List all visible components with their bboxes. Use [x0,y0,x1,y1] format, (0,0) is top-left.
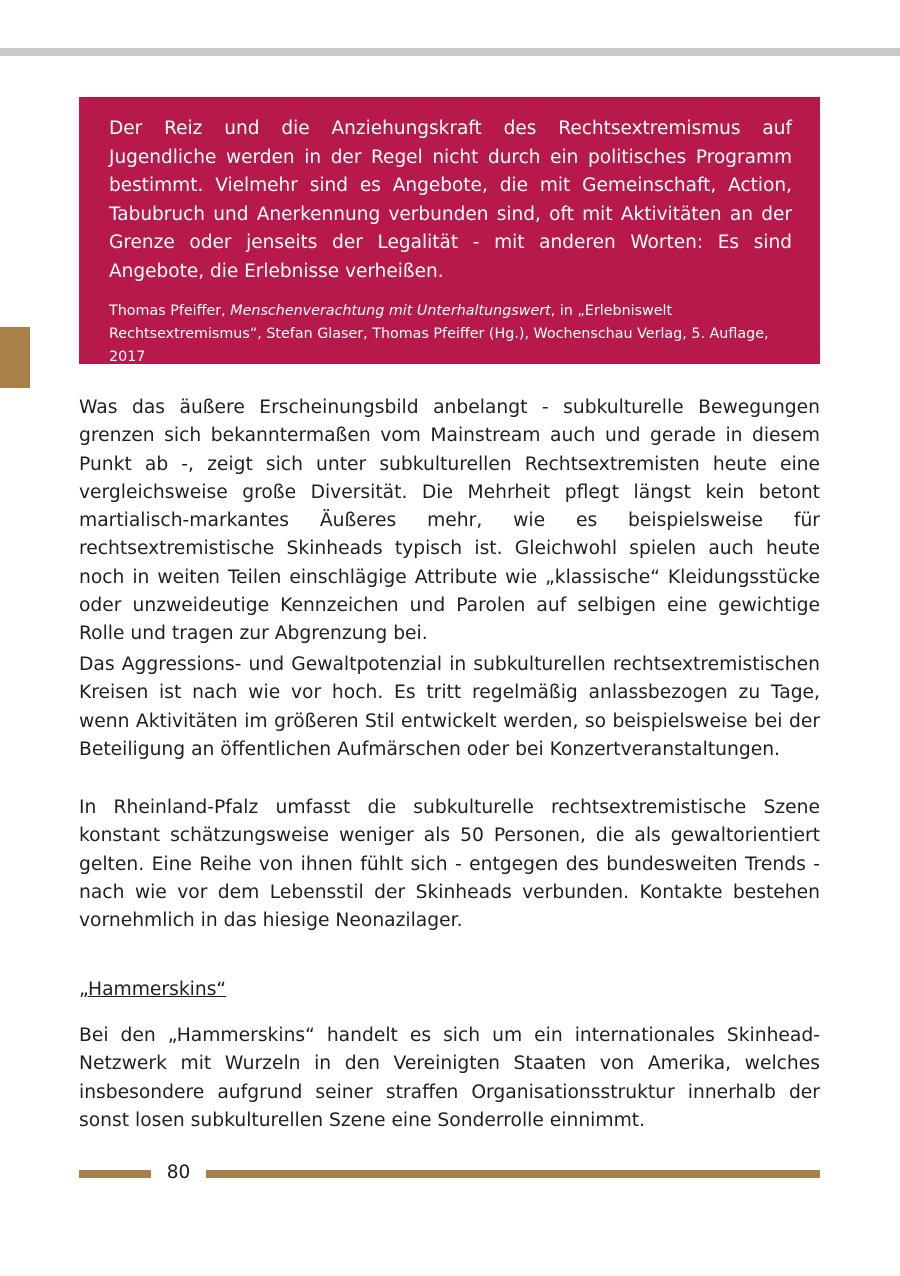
quote-source-details: , in „Erlebniswelt Rechtsextremismus“, Stefan Glaser, Thomas Pfeiffer (Hg.), Wochenschau Verlag, 5. Auflage, 2017 [109,303,769,365]
top-rule [0,48,900,56]
footer-bar-right [206,1170,820,1178]
quote-source [109,300,792,369]
quote-source-title: Menschenverachtung mit Unterhaltungswert [230,303,551,319]
side-tab-marker [0,327,30,388]
paragraph-rheinland-pfalz: In Rheinland-Pfalz umfasst die subkulturelle rechtsextremistische Szene konstant schätzungsweise weniger als 50 Personen, die als gewaltorientiert gelten. Eine Reihe von ihnen fühlt sich - entgegen des bundesweiten Trends - nach wie vor dem Lebensstil der Skinheads verbunden. Kontakte bestehen vornehmlich in das hiesige Neonazilager. [79,797,820,932]
page-number: 80 [166,1162,191,1183]
quote-source-author: Thomas Pfeiffer, [109,303,231,319]
paragraph-hammerskins: Bei den „Hammerskins“ handelt es sich um ein internationales Skinhead-Netzwerk mit Wurzeln in den Vereinigten Staaten von Amerika, welches insbesondere aufgrund seiner straffen Organisationsstruktur innerhalb der sonst losen subkulturellen Szene eine Sonderrolle einnimmt. [79,1025,820,1131]
quote-box [79,97,820,364]
quote-text: Der Reiz und die Anziehungskraft des Rechtsextremismus auf Jugendliche werden in der Regel nicht durch ein politisches Programm bestimmt. Vielmehr sind es Angebote, die mit Gemeinschaft, Action, Tabubruch und Anerkennung verbunden sind, oft mit Aktivitäten an der Grenze oder jenseits der Legalität - mit anderen Worten: Es sind Angebote, die Erlebnisse verheißen. [109,118,792,282]
footer-bar-left [79,1170,151,1178]
section-heading-hammerskins: „Hammerskins“ [79,979,227,1000]
paragraph-violence: Das Aggressions- und Gewaltpotenzial in subkulturellen rechtsextremistischen Kreisen ist nach wie vor hoch. Es tritt regelmäßig anlassbezogen zu Tage, wenn Aktivitäten im größeren Stil entwickelt werden, so beispielsweise bei der Beteiligung an öffentlichen Aufmärschen oder bei Konzertveranstaltungen. [79,654,820,760]
paragraph-appearance: Was das äußere Erscheinungsbild anbelangt - subkulturelle Bewegungen grenzen sich bekanntermaßen vom Mainstream auch und gerade in diesem Punkt ab -, zeigt sich unter subkulturellen Rechtsextremisten heute eine vergleichsweise große Diversität. Die Mehrheit pflegt längst kein betont martialisch-markantes Äußeres mehr, wie es beispielsweise für rechtsextremistische Skinheads typisch ist. Gleichwohl spielen auch heute noch in weiten Teilen einschlägige Attribute wie „klassische“ Kleidungsstücke oder unzweideutige Kennzeichen und Parolen auf selbigen eine gewichtige Rolle und tragen zur Abgrenzung bei. [79,397,820,645]
